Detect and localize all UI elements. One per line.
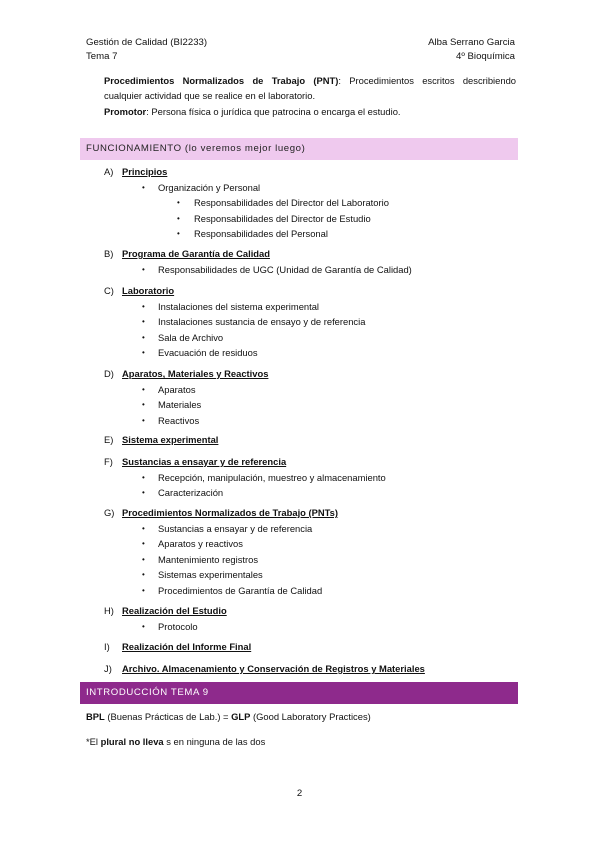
section-title: Procedimientos Normalizados de Trabajo (PNTs) <box>122 507 339 518</box>
list-item: Reactivos <box>158 414 200 426</box>
section-letter: B) <box>104 248 114 259</box>
list-item: Sistemas experimentales <box>158 569 263 580</box>
list-item: Sustancias a ensayar y de referencia <box>158 522 313 534</box>
list-item: Protocolo <box>158 620 198 632</box>
section-title: Laboratorio <box>122 285 175 296</box>
sub-list-item: Responsabilidades del Director del Laboratorio <box>194 197 389 208</box>
list-item: Responsabilidades de UGC (Unidad de Garantía de Calidad) <box>158 263 412 275</box>
section-title: Principios <box>122 166 168 177</box>
bullet-icon: • <box>142 539 145 548</box>
header-course: Gestión de Calidad (BI2233) <box>86 37 208 48</box>
promotor-definition <box>104 104 516 119</box>
section-heading <box>104 456 286 467</box>
section-letter: J) <box>104 663 112 674</box>
note-prefix: *El <box>86 736 101 747</box>
bullet-icon: • <box>142 301 145 311</box>
bullet-icon: • <box>142 488 145 497</box>
section-title: Realización del Informe Final <box>122 641 252 652</box>
section-heading <box>104 285 174 296</box>
page-number: 2 <box>296 788 303 799</box>
bullet-icon: • <box>142 570 145 579</box>
bullet-icon: • <box>142 472 145 482</box>
header-degree: 4º Bioquímica <box>456 51 515 62</box>
header-topic: Tema 7 <box>86 51 118 62</box>
bpl-abbr: BPL <box>86 711 105 722</box>
list-item: Organización y Personal <box>158 181 261 193</box>
bullet-icon: • <box>142 554 145 564</box>
bullet-icon: • <box>177 198 180 207</box>
list-item: Materiales <box>158 399 202 410</box>
section-heading <box>104 434 218 445</box>
bullet-icon: • <box>142 264 145 274</box>
section-heading <box>104 368 268 379</box>
note-rest: s en ninguna de las dos <box>163 736 266 747</box>
sub-list-item: Responsabilidades del Director de Estudio <box>194 212 371 224</box>
promotor-text: : Persona física o jurídica que patrocina o encarga el estudio. <box>146 106 401 117</box>
bullet-icon: • <box>142 182 145 192</box>
bullet-icon: • <box>142 621 145 631</box>
section-band-funcionamiento: FUNCIONAMIENTO (lo veremos mejor luego) <box>80 138 518 160</box>
bpl-full: (Buenas Prácticas de Lab.) = <box>104 711 232 722</box>
section-title: Archivo. Almacenamiento y Conservación de Registros y Materiales <box>122 663 425 674</box>
plural-note <box>86 736 265 747</box>
section-title: Realización del Estudio <box>122 605 227 616</box>
header-author: Alba Serrano Garcia <box>428 37 515 48</box>
section-title: Sustancias a ensayar y de referencia <box>122 456 287 467</box>
bullet-icon: • <box>142 400 145 409</box>
list-item: Aparatos y reactivos <box>158 538 243 549</box>
section-letter: F) <box>104 456 113 467</box>
glp-full: (Good Laboratory Practices) <box>250 711 371 722</box>
glp-abbr: GLP <box>231 711 251 722</box>
bullet-icon: • <box>177 229 180 238</box>
bullet-icon: • <box>142 415 145 425</box>
section-band-introduccion: INTRODUCCIÓN TEMA 9 <box>80 682 518 704</box>
bullet-icon: • <box>142 317 145 326</box>
list-item: Recepción, manipulación, muestreo y almacenamiento <box>158 471 386 483</box>
section-heading <box>104 507 338 518</box>
bullet-icon: • <box>142 523 145 533</box>
section-title: Sistema experimental <box>122 434 219 445</box>
bullet-icon: • <box>142 585 145 595</box>
promotor-term: Promotor <box>104 106 147 117</box>
section-heading <box>104 663 425 674</box>
list-item: Mantenimiento registros <box>158 553 259 565</box>
bullet-icon: • <box>142 384 145 394</box>
section-title: Aparatos, Materiales y Reactivos <box>122 368 269 379</box>
section-letter: A) <box>104 166 114 177</box>
section-title: Programa de Garantía de Calidad <box>122 248 270 259</box>
pnt-definition <box>104 73 516 103</box>
list-item: Instalaciones del sistema experimental <box>158 300 320 312</box>
section-heading <box>104 166 167 177</box>
note-bold: plural no lleva <box>100 736 164 747</box>
section-letter: H) <box>104 605 114 616</box>
pnt-term: Procedimientos Normalizados de Trabajo (PNT) <box>104 75 339 86</box>
bullet-icon: • <box>177 213 180 223</box>
list-item: Evacuación de residuos <box>158 347 258 358</box>
list-item: Instalaciones sustancia de ensayo y de referencia <box>158 316 366 327</box>
list-item: Caracterización <box>158 487 224 498</box>
section-heading <box>104 248 270 259</box>
section-letter: C) <box>104 285 114 296</box>
pnt-text: : Procedimientos escritos describiendo cualquier actividad que se realice en el laboratorio. <box>104 75 516 101</box>
sub-list-item: Responsabilidades del Personal <box>194 228 328 239</box>
section-heading <box>104 641 251 652</box>
section-letter: E) <box>104 434 114 445</box>
bullet-icon: • <box>142 332 145 342</box>
list-item: Sala de Archivo <box>158 331 224 343</box>
section-letter: D) <box>104 368 114 379</box>
section-letter: I) <box>104 641 110 652</box>
section-letter: G) <box>104 507 115 518</box>
list-item: Aparatos <box>158 383 196 395</box>
bullet-icon: • <box>142 348 145 357</box>
section-heading <box>104 605 227 616</box>
bpl-glp-line <box>86 711 371 722</box>
list-item: Procedimientos de Garantía de Calidad <box>158 584 323 596</box>
